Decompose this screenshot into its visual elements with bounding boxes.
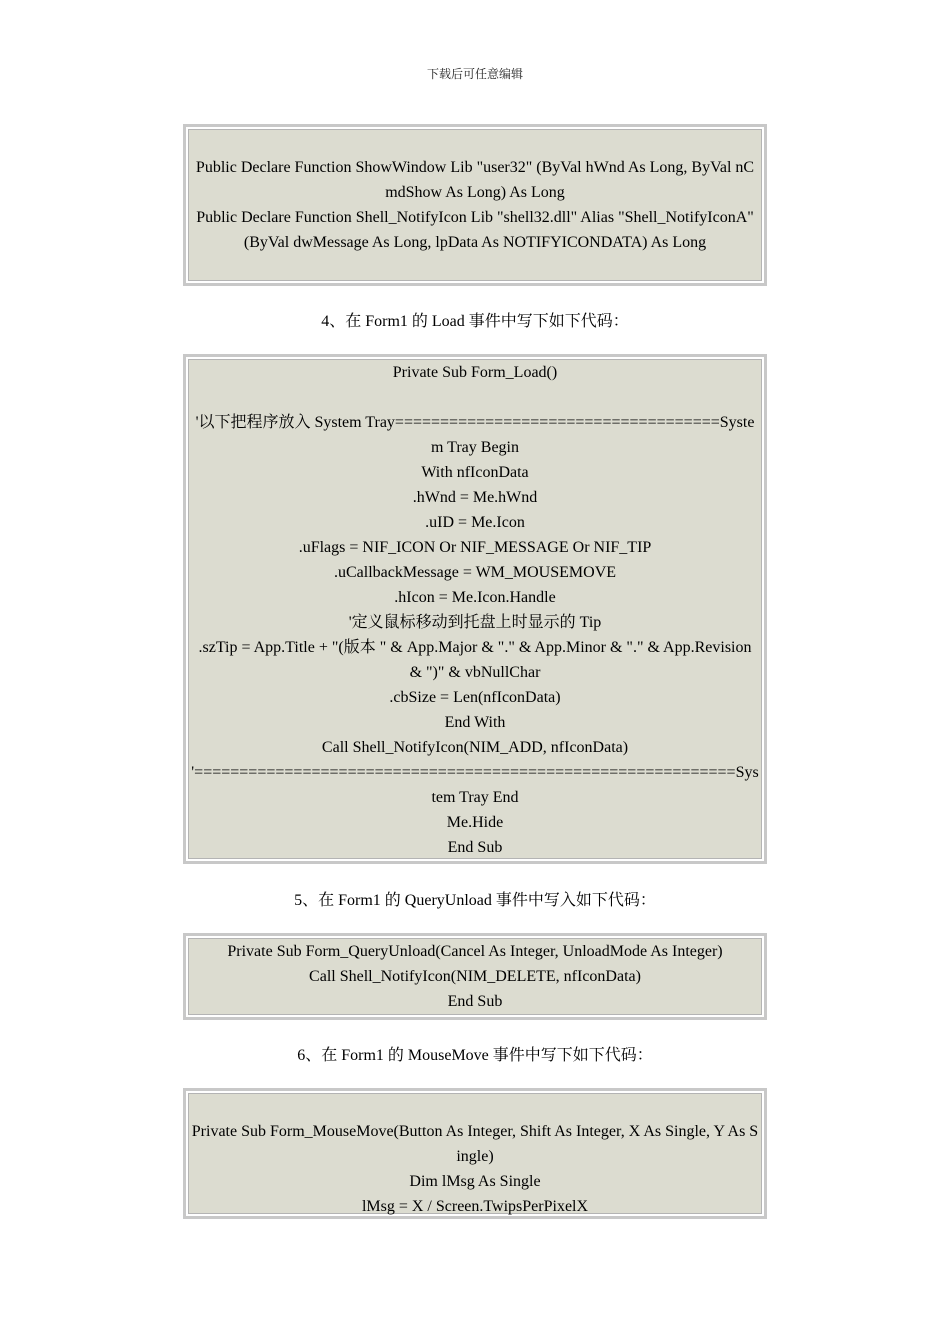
- code-line: '以下把程序放入 System Tray====================================System Tray Begin: [195, 414, 755, 456]
- code-block-form-load: [183, 354, 767, 864]
- code-block-query-unload: [183, 933, 767, 1020]
- step-5-instruction: 5、在 Form1 的 QueryUnload 事件中写入如下代码：: [294, 892, 656, 909]
- code-line: lMsg = X / Screen.TwipsPerPixelX: [361, 1198, 589, 1215]
- code-line: .uID = Me.Icon: [425, 514, 525, 531]
- code-line: '============================================================System Tray End: [191, 764, 759, 806]
- code-line: Private Sub Form_MouseMove(Button As Integer, Shift As Integer, X As Single, Y As Single): [191, 1123, 759, 1165]
- code-line: End Sub: [447, 839, 503, 856]
- code-line: .szTip = App.Title + "(版本 " & App.Major & "." & App.Minor & "." & App.Revision & ")" & vbNullChar: [198, 639, 752, 681]
- code-line: Private Sub Form_Load(): [392, 364, 558, 381]
- code-line: Me.Hide: [446, 814, 504, 831]
- code-line: Private Sub Form_QueryUnload(Cancel As Integer, UnloadMode As Integer): [227, 943, 723, 960]
- code-line: .hWnd = Me.hWnd: [412, 489, 538, 506]
- code-line: .uCallbackMessage = WM_MOUSEMOVE: [333, 564, 617, 581]
- code-block-body: [188, 129, 762, 281]
- code-line: End With: [444, 714, 506, 731]
- code-line: Public Declare Function Shell_NotifyIcon Lib "shell32.dll" Alias "Shell_NotifyIconA" (ByVal dwMessage As Long, lpData As NOTIFYICONDATA) As Long: [196, 209, 754, 251]
- code-block-declarations: [183, 124, 767, 286]
- code-block-body: [188, 359, 762, 859]
- code-line: Public Declare Function ShowWindow Lib "user32" (ByVal hWnd As Long, ByVal nCmdShow As Long) As Long: [195, 159, 755, 201]
- code-block-body: [188, 1093, 762, 1214]
- step-6-instruction: 6、在 Form1 的 MouseMove 事件中写下如下代码：: [297, 1047, 653, 1064]
- code-line: End Sub: [447, 993, 503, 1010]
- code-line: [191, 130, 759, 155]
- code-block-mouse-move: [183, 1088, 767, 1219]
- code-line: [191, 385, 759, 410]
- code-line: .hIcon = Me.Icon.Handle: [394, 589, 556, 606]
- code-line: With nfIconData: [421, 464, 529, 481]
- code-block-body: [188, 938, 762, 1015]
- page-header: 下载后可任意编辑: [426, 67, 523, 81]
- code-line: [191, 1094, 759, 1119]
- code-line: .cbSize = Len(nfIconData): [389, 689, 561, 706]
- code-line: Call Shell_NotifyIcon(NIM_ADD, nfIconData): [321, 739, 629, 756]
- code-line: '定义鼠标移动到托盘上时显示的 Tip: [348, 614, 602, 631]
- step-4-instruction: 4、在 Form1 的 Load 事件中写下如下代码：: [321, 313, 629, 330]
- code-line: .uFlags = NIF_ICON Or NIF_MESSAGE Or NIF_TIP: [298, 539, 652, 556]
- code-line: Call Shell_NotifyIcon(NIM_DELETE, nfIconData): [309, 968, 641, 985]
- code-line: Dim lMsg As Single: [409, 1173, 541, 1190]
